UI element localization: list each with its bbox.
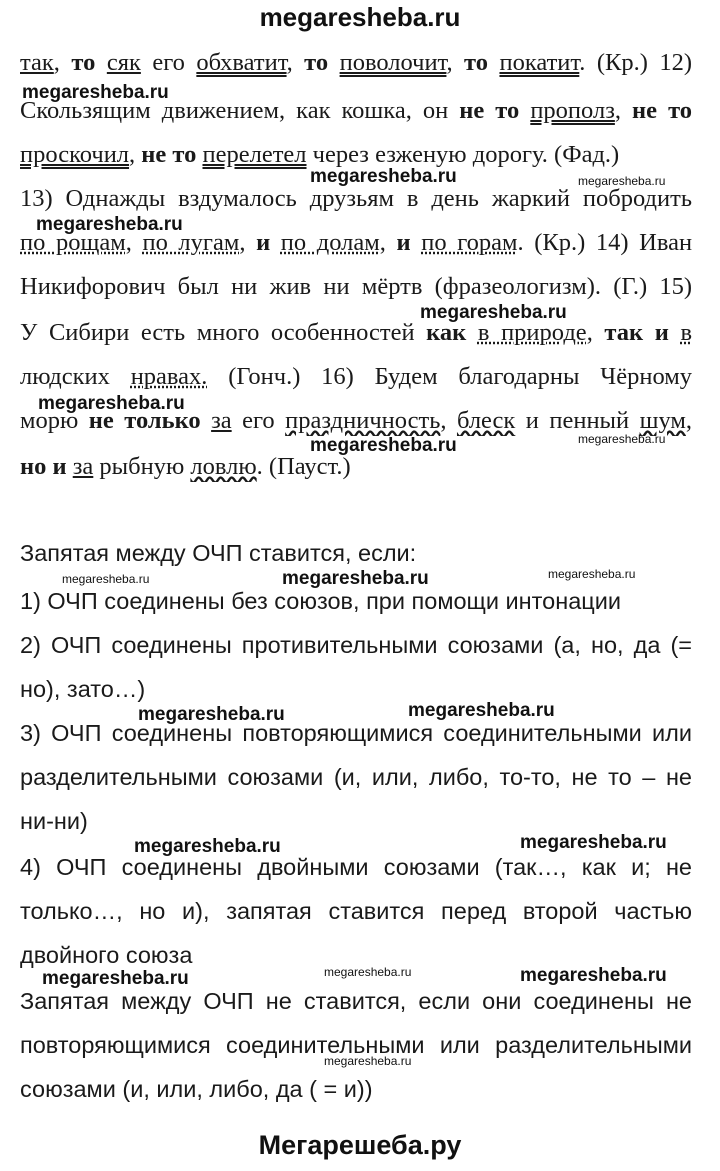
- watermark: megaresheba.ru: [408, 700, 555, 721]
- word: так: [20, 49, 54, 76]
- conj: но и: [20, 453, 67, 480]
- word: ловлю: [190, 453, 257, 480]
- watermark: megaresheba.ru: [38, 393, 185, 414]
- word: в: [680, 319, 692, 346]
- rules-title: [20, 538, 692, 568]
- site-footer: Мегарешеба.ру: [258, 1130, 462, 1160]
- text: ,: [239, 229, 257, 256]
- word: поволочит: [339, 49, 447, 76]
- text: [411, 229, 422, 256]
- watermark: megaresheba.ru: [548, 567, 636, 581]
- conj: не то: [459, 97, 520, 124]
- word: шум: [639, 407, 686, 434]
- conj: то: [464, 49, 488, 76]
- example-line-6: [20, 272, 692, 302]
- word: за: [211, 407, 232, 434]
- watermark: megaresheba.ru: [420, 302, 567, 323]
- rule-2a: [20, 630, 692, 660]
- word: по долам: [280, 229, 380, 256]
- text: его: [140, 49, 197, 76]
- conj: и: [396, 229, 411, 256]
- watermark: megaresheba.ru: [42, 968, 189, 989]
- text: союзами (и, или, либо, да ( = и)): [20, 1076, 373, 1102]
- conj: не то: [632, 97, 692, 124]
- text: 4) ОЧП соединены двойными союзами (так…, как и; не: [20, 854, 692, 880]
- text: ,: [614, 97, 633, 124]
- example-line-1: [20, 48, 692, 78]
- conj: не только: [88, 407, 201, 434]
- watermark: megaresheba.ru: [36, 214, 183, 235]
- text: повторяющимися соединительными или разделительными: [20, 1032, 692, 1058]
- text: ,: [53, 49, 72, 76]
- rule-1: [20, 586, 692, 616]
- word: праздничность: [285, 407, 441, 434]
- text: [669, 319, 681, 346]
- watermark: megaresheba.ru: [324, 1054, 412, 1068]
- text: рыбную: [93, 453, 191, 480]
- text: его: [231, 407, 286, 434]
- rule-4a: [20, 852, 692, 882]
- text: Скользящим движением, как кошка, он: [20, 97, 460, 124]
- watermark: megaresheba.ru: [310, 166, 457, 187]
- watermark: megaresheba.ru: [22, 82, 169, 103]
- text: У Сибири есть много особенностей: [20, 319, 427, 346]
- word: перелетел: [202, 141, 307, 168]
- text: двойного союза: [20, 942, 193, 968]
- text: ,: [379, 229, 397, 256]
- example-line-4: [20, 184, 692, 214]
- word: обхватит: [196, 49, 287, 76]
- text: морю: [20, 407, 89, 434]
- word: в природе: [477, 319, 587, 346]
- text: [270, 229, 281, 256]
- word: за: [72, 453, 94, 480]
- text: Запятая между ОЧП ставится, если:: [20, 540, 417, 566]
- text: разделительными союзами (и, или, либо, то-то, не то – не: [20, 764, 692, 790]
- text: [488, 49, 499, 76]
- text: [328, 49, 339, 76]
- watermark: megaresheba.ru: [310, 435, 457, 456]
- text: . (Пауст.): [256, 453, 351, 480]
- conj: так и: [604, 319, 669, 346]
- text: [519, 97, 530, 124]
- text: через езженую дорогу. (Фад.): [306, 141, 620, 168]
- text: ,: [440, 407, 457, 434]
- no-comma-1: [20, 986, 692, 1016]
- text: . (Кр.) 12): [579, 49, 692, 76]
- text: [201, 407, 211, 434]
- watermark: megaresheba.ru: [578, 174, 666, 188]
- watermark: megaresheba.ru: [520, 965, 667, 986]
- watermark: megaresheba.ru: [134, 836, 281, 857]
- example-line-8: [20, 362, 692, 392]
- example-line-7: [20, 318, 692, 348]
- word: сяк: [106, 49, 141, 76]
- text: Никифорович был ни жив ни мёртв (фразеологизм). (Г.) 15): [20, 273, 692, 300]
- conj: как: [426, 319, 467, 346]
- watermark: megaresheba.ru: [324, 965, 412, 979]
- text: ,: [125, 229, 143, 256]
- no-comma-3: [20, 1074, 692, 1104]
- text: ни-ни): [20, 808, 88, 834]
- site-header: megaresheba.ru: [259, 2, 461, 32]
- text: 13) Однажды вздумалось друзьям в день жаркий побродить: [20, 185, 692, 212]
- rule-4b: [20, 896, 692, 926]
- word: покатит: [499, 49, 580, 76]
- watermark: megaresheba.ru: [578, 432, 666, 446]
- text: 3) ОЧП соединены повторяющимися соединительными или: [20, 720, 692, 746]
- conj: не то: [141, 141, 197, 168]
- text: и пенный: [515, 407, 640, 434]
- word: по горам: [421, 229, 518, 256]
- text: [95, 49, 106, 76]
- text: (Гонч.) 16) Будем благодарны Чёрному: [207, 363, 692, 390]
- word: блеск: [456, 407, 516, 434]
- watermark: megaresheba.ru: [138, 704, 285, 725]
- text: . (Кр.) 14) Иван: [517, 229, 692, 256]
- text: 1) ОЧП соединены без союзов, при помощи интонации: [20, 588, 621, 614]
- text: ,: [286, 49, 305, 76]
- word: по рощам: [20, 229, 126, 256]
- text: ,: [129, 141, 142, 168]
- text: только…, но и), запятая ставится перед второй частью: [20, 898, 692, 924]
- word: по лугам: [142, 229, 240, 256]
- text: Запятая между ОЧП не ставится, если они соединены не: [20, 988, 692, 1014]
- text: людских: [20, 363, 131, 390]
- watermark: megaresheba.ru: [282, 568, 429, 589]
- word: прополз: [530, 97, 615, 124]
- conj: то: [304, 49, 329, 76]
- rule-2b: [20, 674, 692, 704]
- conj: то: [71, 49, 96, 76]
- rule-3a: [20, 718, 692, 748]
- watermark: megaresheba.ru: [62, 572, 150, 586]
- word: нравах.: [130, 363, 208, 390]
- text: но), зато…): [20, 676, 146, 702]
- text: ,: [446, 49, 465, 76]
- text: 2) ОЧП соединены противительными союзами (а, но, да (=: [20, 632, 692, 658]
- text: ,: [586, 319, 605, 346]
- text: ,: [685, 407, 692, 434]
- watermark: megaresheba.ru: [520, 832, 667, 853]
- word: проскочил: [20, 141, 130, 168]
- rule-3b: [20, 762, 692, 792]
- conj: и: [256, 229, 271, 256]
